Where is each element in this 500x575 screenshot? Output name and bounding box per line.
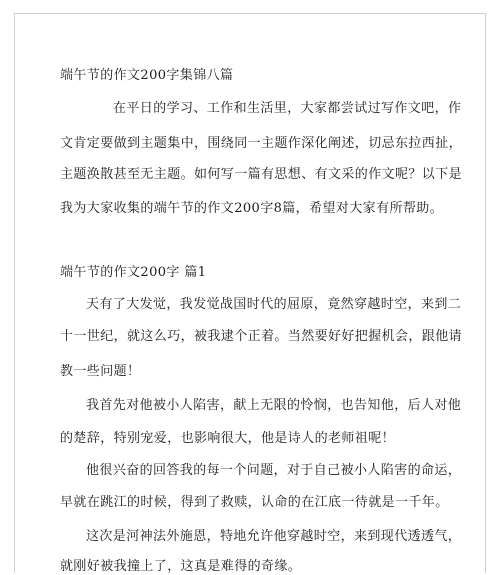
intro-line: 主题涣散甚至无主题。如何写一篇有思想、有文采的作文呢？以下是 xyxy=(60,167,463,182)
body-line: 天有了大发觉，我发觉战国时代的屈原，竟然穿越时空，来到二 xyxy=(86,297,462,312)
body-line: 教一些问题！ xyxy=(60,364,141,379)
section-heading: 端午节的作文200字 篇1 xyxy=(60,265,207,280)
page-border-top xyxy=(14,13,486,14)
document-title: 端午节的作文200字集锦八篇 xyxy=(60,68,234,83)
page-border-right xyxy=(485,13,486,573)
intro-line: 在平日的学习、工作和生活里，大家都尝试过写作文吧，作 xyxy=(113,101,462,116)
body-line: 这次是河神法外施恩，特地允许他穿越时空，来到现代透透气， xyxy=(86,529,462,544)
body-line: 他很兴奋的回答我的每一个问题，对于自己被小人陷害的命运， xyxy=(86,463,462,478)
page-border-left xyxy=(14,13,15,573)
intro-line: 文肯定要做到主题集中，围绕同一主题作深化阐述，切忌东拉西扯， xyxy=(60,136,463,151)
body-line: 的楚辞，特别宠爱，也影响很大，他是诗人的老师祖呢！ xyxy=(60,431,396,446)
body-line: 我首先对他被小人陷害，献上无限的怜悯，也告知他，后人对他 xyxy=(86,398,462,413)
intro-line: 我为大家收集的端午节的作文200字8篇，希望对大家有所帮助。 xyxy=(60,201,444,216)
body-line: 就刚好被我撞上了，这真是难得的奇缘。 xyxy=(60,559,302,574)
body-line: 十一世纪，就这么巧，被我逮个正着。当然要好好把握机会，跟他请 xyxy=(60,329,463,344)
body-line: 早就在跳江的时候，得到了救赎，认命的在江底一待就是一千年。 xyxy=(60,495,449,510)
